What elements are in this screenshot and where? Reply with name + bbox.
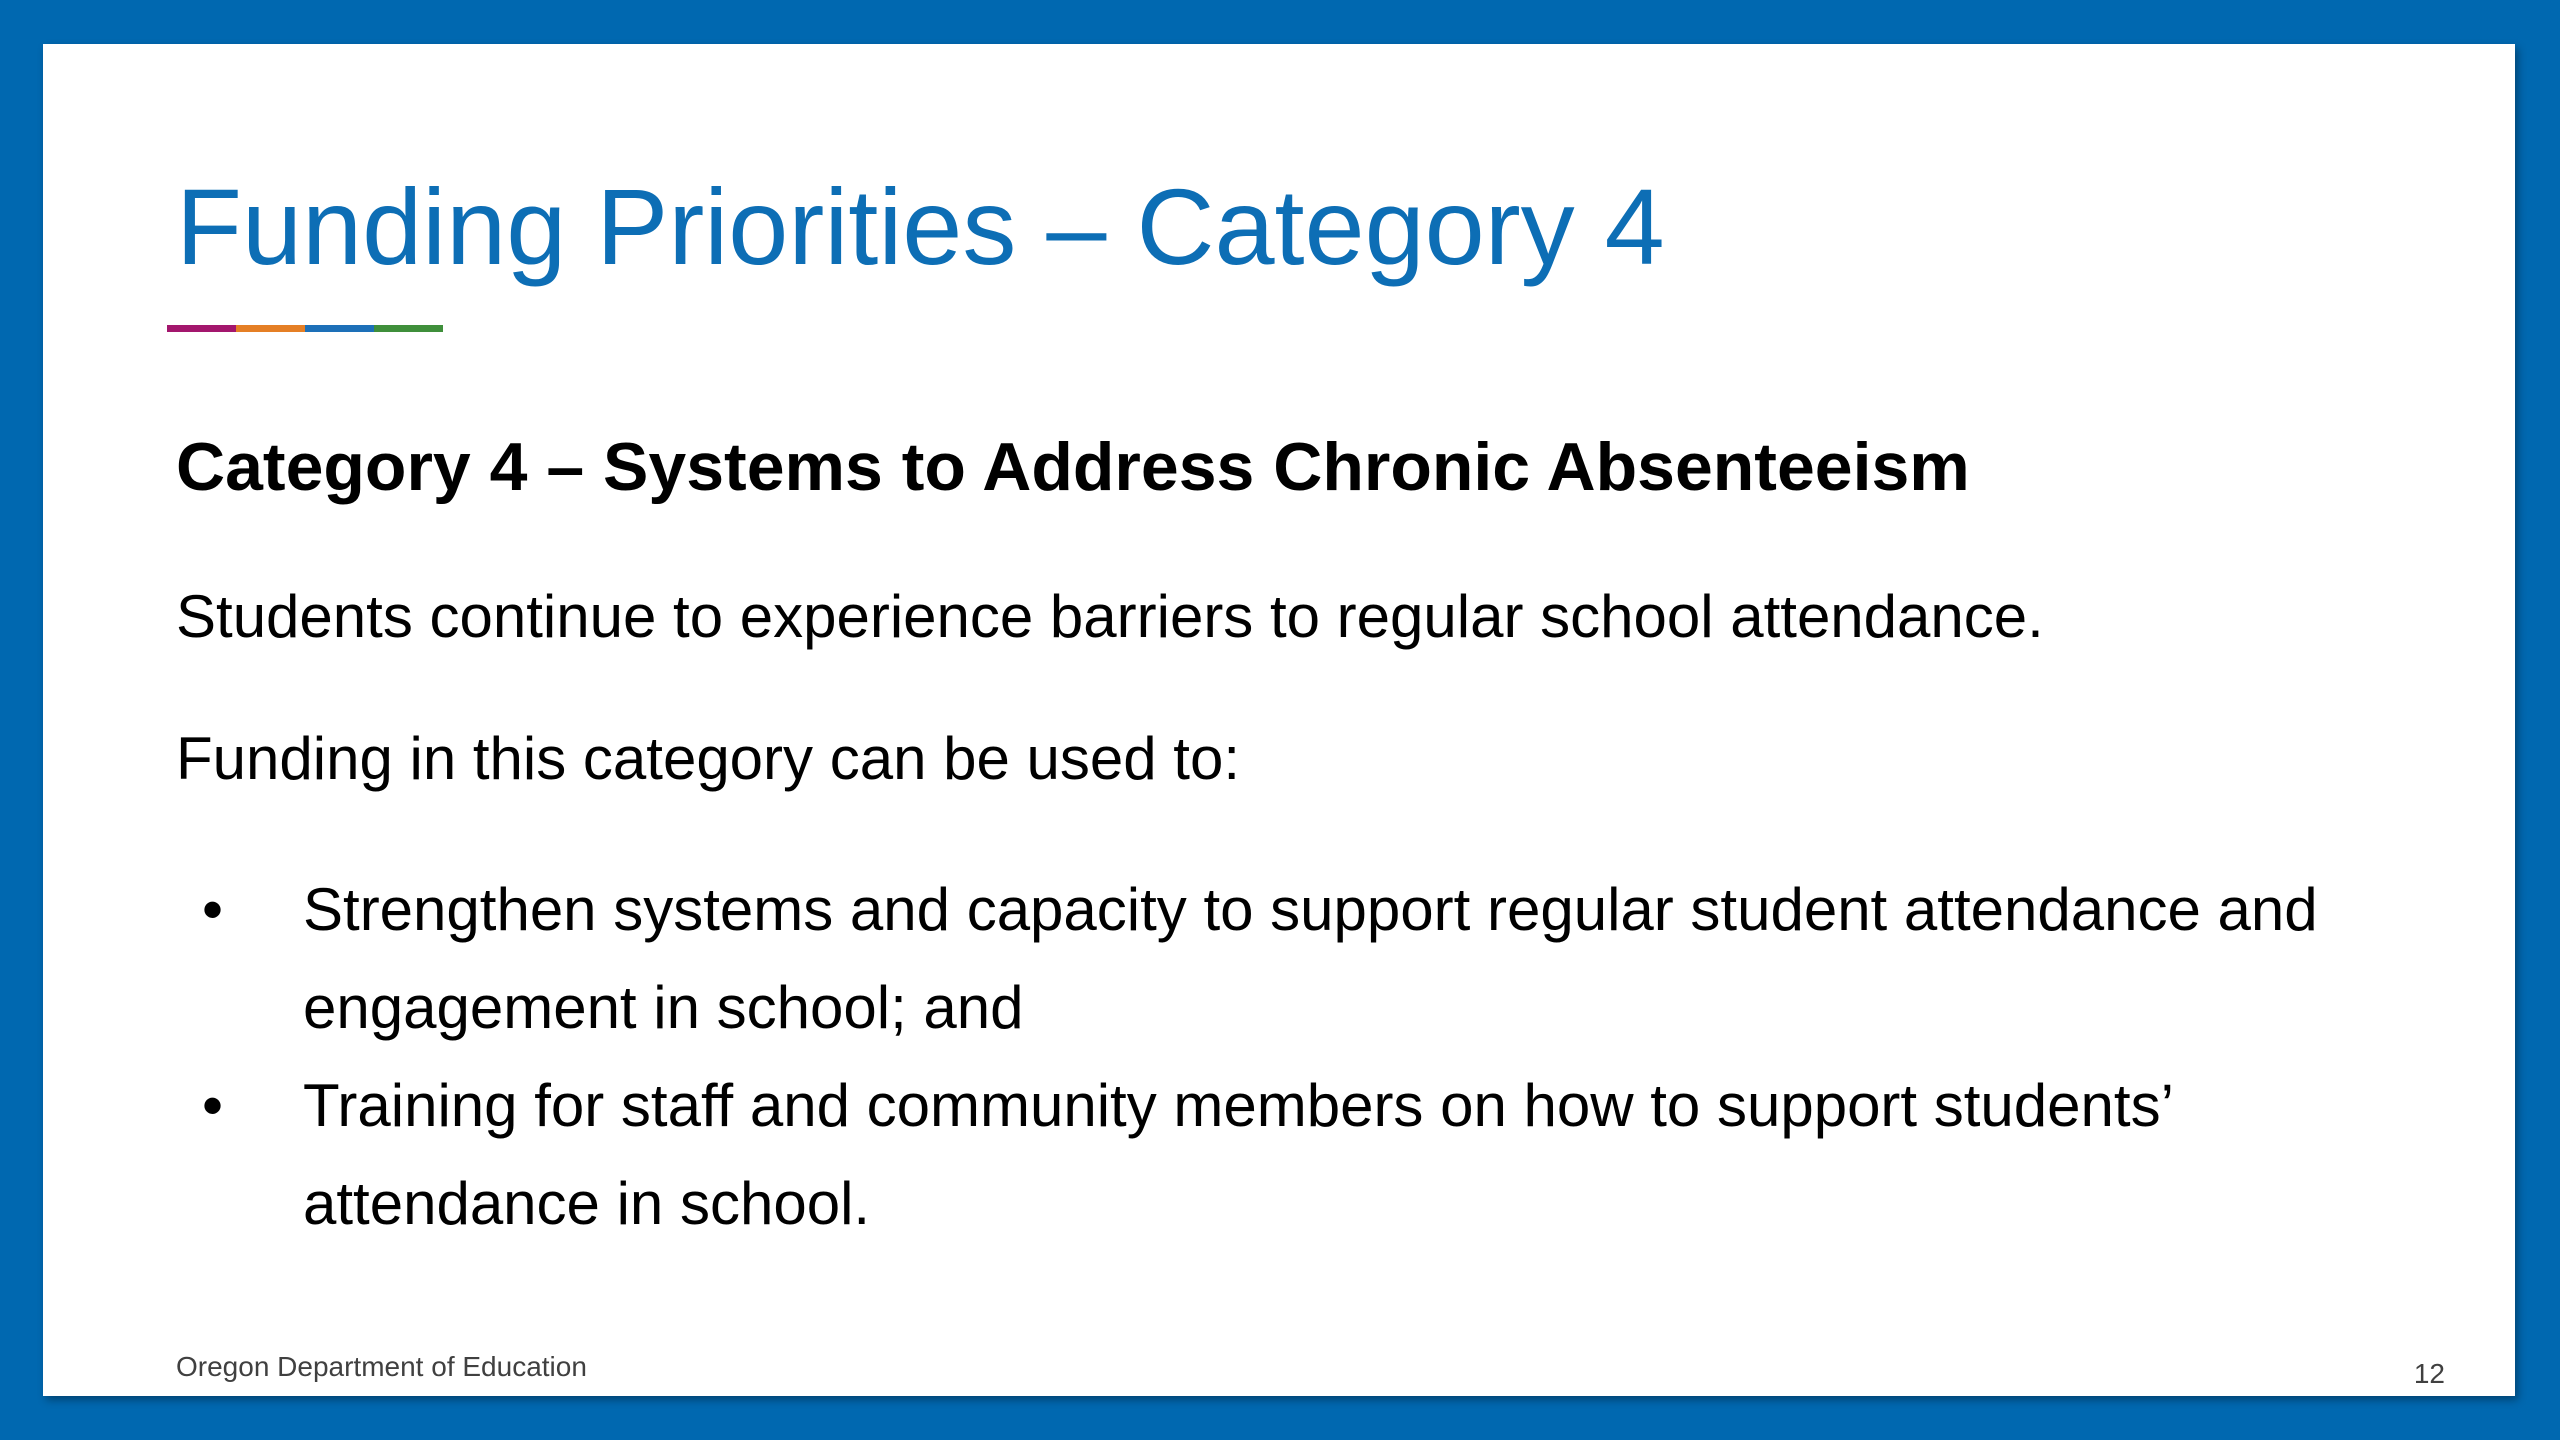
- funding-use-paragraph: Funding in this category can be used to:: [176, 725, 1241, 792]
- accent-segment-blue: [305, 325, 374, 332]
- list-item-text: Strengthen systems and capacity to support regular student attendance and engagement in school; and: [303, 876, 2318, 1041]
- slide-title: Funding Priorities – Category 4: [176, 166, 1665, 287]
- slide-subtitle: Category 4 – Systems to Address Chronic Absenteeism: [176, 429, 1970, 505]
- footer-organization: Oregon Department of Education: [176, 1351, 587, 1382]
- slide: [43, 44, 2515, 1396]
- funding-use-list: [176, 861, 2426, 1253]
- bullet-icon: •: [202, 876, 224, 943]
- page-number: 12: [2413, 1358, 2445, 1389]
- title-accent-rule: [167, 325, 443, 332]
- list-item: [176, 861, 2426, 1057]
- bullet-icon: •: [202, 1072, 224, 1139]
- accent-segment-magenta: [167, 325, 236, 332]
- accent-segment-orange: [236, 325, 305, 332]
- list-item-text: Training for staff and community members on how to support students’ attendance in school.: [303, 1072, 2172, 1237]
- intro-paragraph: Students continue to experience barriers to regular school attendance.: [176, 583, 2044, 650]
- accent-segment-green: [374, 325, 443, 332]
- list-item: [176, 1057, 2426, 1253]
